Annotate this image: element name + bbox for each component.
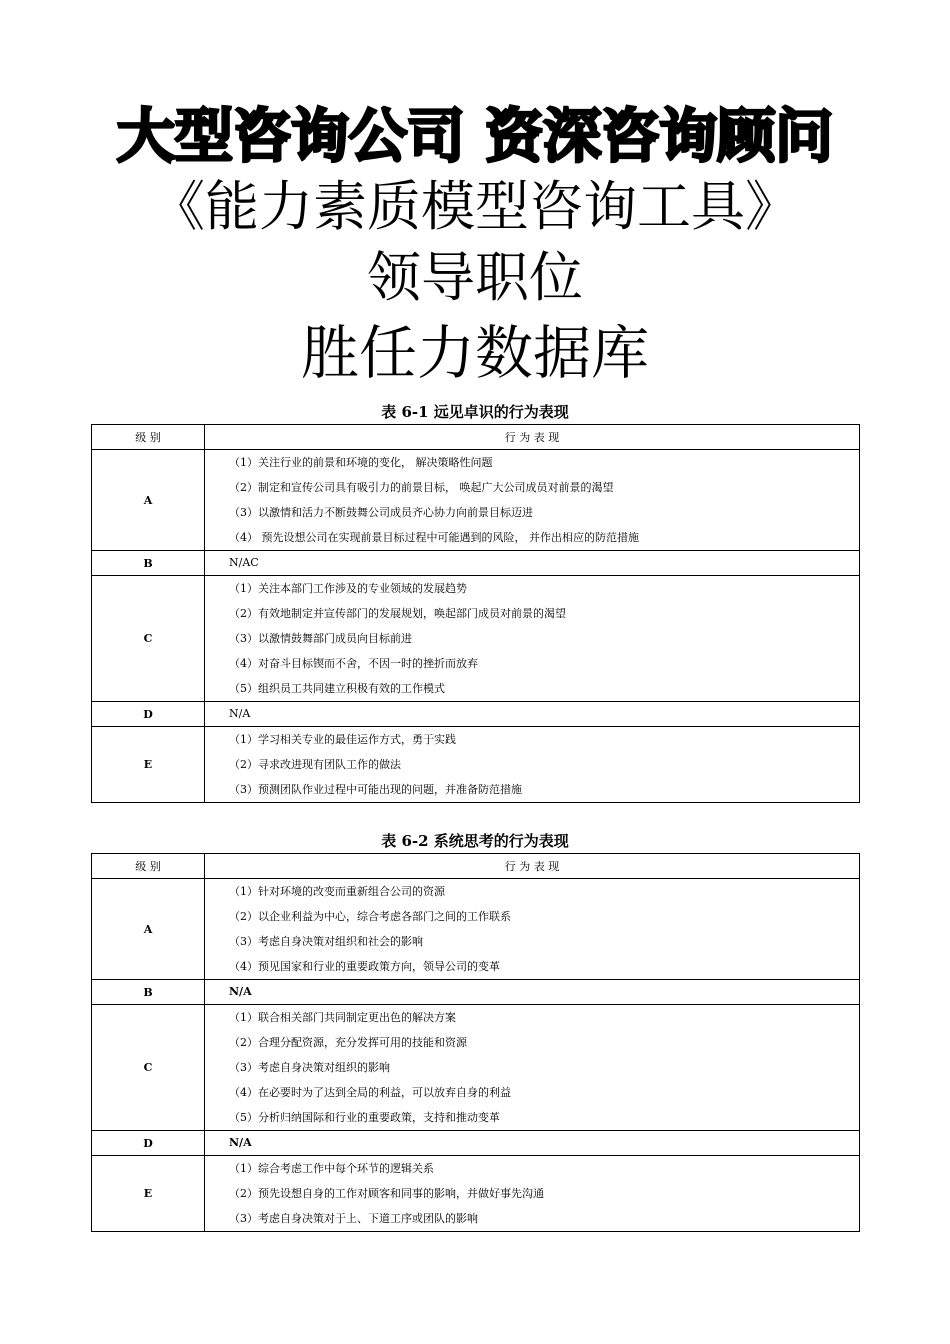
behavior-item: （3）预测团队作业过程中可能出现的问题，并准备防范措施 [229, 783, 522, 796]
behavior-cell [205, 1005, 860, 1131]
table-row [92, 702, 860, 727]
behavior-item: （3）以激情鼓舞部门成员向目标前进 [229, 632, 412, 645]
level-cell: B [92, 551, 205, 576]
behavior-item: N/A [229, 707, 251, 720]
header-behavior: 行 为 表 现 [205, 425, 860, 450]
table-row [92, 1156, 860, 1232]
table-row [92, 576, 860, 702]
behavior-item: （4）对奋斗目标锲而不舍，不因一时的挫折而放弃 [229, 657, 478, 670]
behavior-item: （4）在必要时为了达到全局的利益，可以放弃自身的利益 [229, 1086, 511, 1099]
table-caption-1: 表 6-1 远见卓识的行为表现 [381, 403, 569, 421]
level-cell: D [92, 1131, 205, 1156]
title-line-tool: 《能力素质模型咨询工具》 [151, 175, 799, 238]
behavior-cell [205, 576, 860, 702]
behavior-cell [205, 450, 860, 551]
behavior-cell [205, 879, 860, 980]
table-row [92, 551, 860, 576]
behavior-item: N/AC [229, 556, 259, 569]
header-level: 级 别 [92, 854, 205, 879]
behavior-cell [205, 1156, 860, 1232]
level-cell: B [92, 980, 205, 1005]
behavior-item: （3）以激情和活力不断鼓舞公司成员齐心协力向前景目标迈进 [229, 506, 533, 519]
behavior-cell [205, 1131, 860, 1156]
behavior-item: （1）综合考虑工作中每个环节的逻辑关系 [229, 1162, 434, 1175]
behavior-item: （2）寻求改进现有团队工作的做法 [229, 758, 401, 771]
table-row [92, 879, 860, 980]
behavior-item: （2）以企业利益为中心，综合考虑各部门之间的工作联系 [229, 910, 511, 923]
title-block [0, 100, 950, 392]
behavior-item: （1）关注行业的前景和环境的变化， 解决策略性问题 [229, 456, 493, 469]
behavior-item: （1）针对环境的改变而重新组合公司的资源 [229, 885, 445, 898]
table-row [92, 1005, 860, 1131]
header-behavior: 行 为 表 现 [205, 854, 860, 879]
table-row [92, 980, 860, 1005]
title-line-position: 领导职位 [367, 246, 583, 309]
level-cell: C [92, 1005, 205, 1131]
behavior-item: N/A [229, 985, 252, 998]
behavior-item: （4）预见国家和行业的重要政策方向，领导公司的变革 [229, 960, 500, 973]
header-level: 级 别 [92, 425, 205, 450]
behavior-item: （2）合理分配资源，充分发挥可用的技能和资源 [229, 1036, 467, 1049]
table-header-row [92, 854, 860, 879]
behavior-item: （3）考虑自身决策对组织和社会的影响 [229, 935, 423, 948]
title-line-database: 胜任力数据库 [300, 319, 649, 387]
behavior-item: （5）组织员工共同建立积极有效的工作模式 [229, 682, 445, 695]
behavior-cell [205, 551, 860, 576]
behavior-item: （3）考虑自身决策对组织的影响 [229, 1061, 390, 1074]
level-cell: E [92, 727, 205, 803]
behavior-item: （3）考虑自身决策对于上、下道工序或团队的影响 [229, 1212, 478, 1225]
behavior-item: （2）制定和宣传公司具有吸引力的前景目标， 唤起广大公司成员对前景的渴望 [229, 481, 614, 494]
behavior-item: （2）有效地制定并宣传部门的发展规划，唤起部门成员对前景的渴望 [229, 607, 566, 620]
behavior-item: （2）预先设想自身的工作对顾客和同事的影响，并做好事先沟通 [229, 1187, 544, 1200]
behavior-cell [205, 727, 860, 803]
table-row [92, 450, 860, 551]
level-cell: E [92, 1156, 205, 1232]
behavior-table-1 [91, 424, 860, 803]
title-line-company: 大型咨询公司 资深咨询顾问 [116, 102, 834, 170]
behavior-item: （4） 预先设想公司在实现前景目标过程中可能遇到的风险， 并作出相应的防范措施 [229, 531, 639, 544]
level-cell: A [92, 450, 205, 551]
level-cell: A [92, 879, 205, 980]
behavior-item: （5）分析归纳国际和行业的重要政策，支持和推动变革 [229, 1111, 500, 1124]
behavior-item: （1）联合相关部门共同制定更出色的解决方案 [229, 1011, 456, 1024]
behavior-item: （1）关注本部门工作涉及的专业领域的发展趋势 [229, 582, 467, 595]
level-cell: D [92, 702, 205, 727]
behavior-cell [205, 980, 860, 1005]
table-header-row [92, 425, 860, 450]
behavior-cell [205, 702, 860, 727]
table-caption-2: 表 6-2 系统思考的行为表现 [381, 832, 569, 850]
behavior-item: （1）学习相关专业的最佳运作方式，勇于实践 [229, 733, 456, 746]
behavior-item: N/A [229, 1136, 252, 1149]
level-cell: C [92, 576, 205, 702]
table-row [92, 727, 860, 803]
behavior-table-2 [91, 853, 860, 1232]
table-row [92, 1131, 860, 1156]
